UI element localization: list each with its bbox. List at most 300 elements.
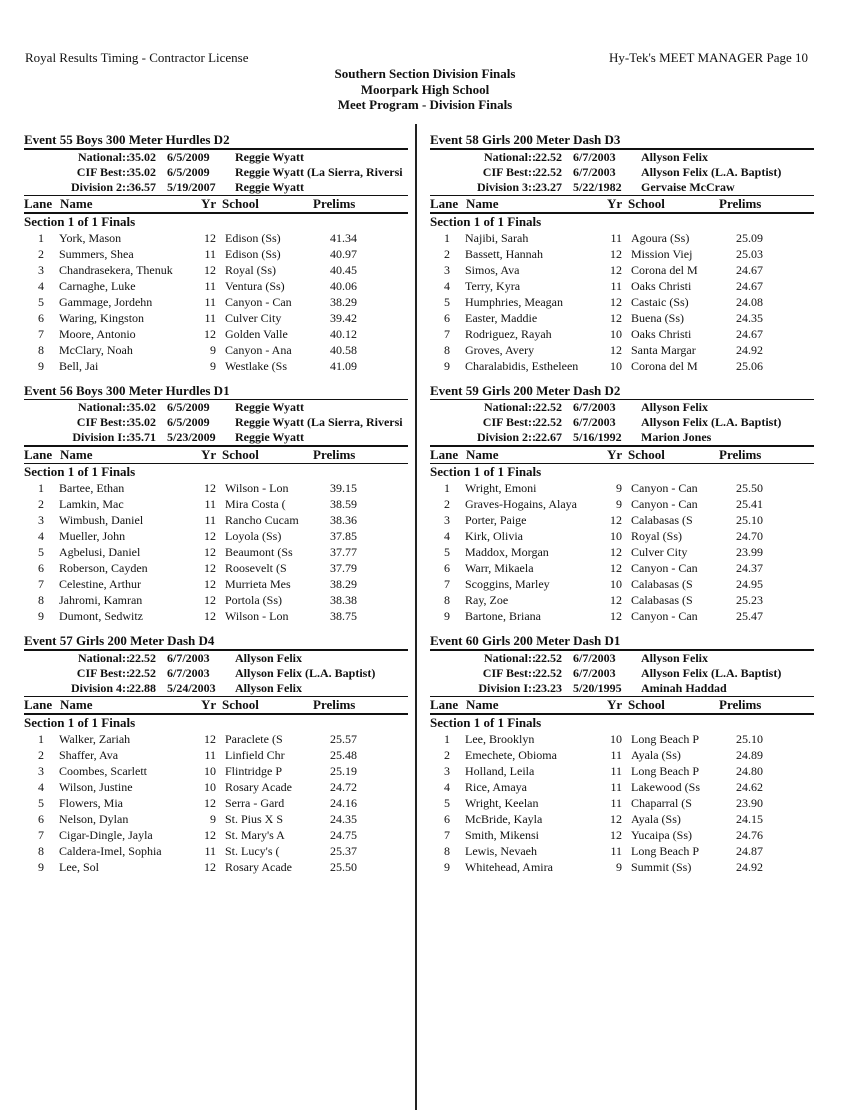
entry-row (24, 230, 408, 246)
record-row (24, 651, 408, 666)
entry-row (430, 747, 814, 763)
entry-lane: 7 (444, 326, 450, 341)
col-yr: Yr (607, 446, 623, 462)
entry-year: 11 (204, 843, 216, 858)
entry-prelims: 41.09 (330, 358, 357, 373)
entry-row (24, 246, 408, 262)
entry-name: Ray, Zoe (465, 593, 509, 607)
entry-row (24, 795, 408, 811)
entry-prelims: 24.08 (736, 294, 763, 309)
entry-year: 11 (610, 843, 622, 858)
entry-year: 12 (610, 262, 622, 277)
record-time: 22.52 (535, 665, 562, 680)
section-label: Section 1 of 1 Finals (430, 714, 542, 730)
entry-name: Coombes, Scarlett (59, 763, 147, 778)
entry-prelims: 24.62 (736, 779, 763, 794)
entry-name: Easter, Maddie (465, 310, 538, 325)
record-time: 22.52 (129, 665, 156, 680)
header-right: Hy-Tek's MEET MANAGER Page 10 (608, 50, 808, 65)
entry-school: Calabasas (S (631, 513, 693, 527)
col-name: Name (60, 196, 93, 211)
entry-year: 12 (204, 827, 216, 842)
entry-name: Flowers, Mia (59, 795, 123, 810)
entry-name: Humphries, Meagan (465, 294, 563, 309)
entry-prelims: 24.92 (736, 342, 763, 357)
entry-name: Bartone, Briana (465, 609, 541, 623)
entry-prelims: 24.75 (330, 827, 357, 842)
col-name: Name (60, 697, 93, 712)
record-row (430, 666, 814, 681)
col-yr: Yr (201, 697, 217, 712)
entry-school: Chaparral (S (631, 795, 692, 810)
entry-prelims: 25.09 (736, 230, 763, 245)
col-yr: Yr (201, 446, 217, 462)
entry-prelims: 37.85 (330, 529, 357, 543)
entry-row (24, 278, 408, 294)
record-holder: Allyson Felix (641, 650, 709, 665)
entry-row (430, 560, 814, 576)
record-holder: Reggie Wyatt (235, 400, 304, 414)
record-date: 5/23/2009 (167, 430, 216, 444)
entry-name: Shaffer, Ava (59, 747, 119, 762)
record-date: 6/5/2009 (167, 164, 210, 179)
record-row (430, 415, 814, 430)
entry-row (24, 480, 408, 496)
entry-year: 12 (204, 859, 216, 874)
entry-year: 12 (204, 529, 216, 543)
record-label: Division 3:: (476, 179, 536, 194)
record-label: National:: (78, 400, 130, 414)
record-time: 22.88 (129, 680, 156, 695)
col-name: Name (60, 446, 93, 462)
entry-lane: 9 (38, 609, 44, 623)
entry-lane: 5 (38, 294, 44, 309)
record-holder: Aminah Haddad (641, 680, 727, 695)
entry-lane: 5 (38, 795, 44, 810)
entry-name: Rodriguez, Rayah (465, 326, 552, 341)
record-row (430, 165, 814, 180)
entry-prelims: 24.95 (736, 577, 763, 591)
entry-row (430, 843, 814, 859)
record-holder: Reggie Wyatt (235, 179, 304, 194)
record-time: 22.52 (129, 650, 156, 665)
entry-row (24, 560, 408, 576)
record-label: National:: (484, 400, 536, 414)
entry-lane: 3 (38, 513, 44, 527)
entry-name: York, Mason (59, 230, 122, 245)
entry-year: 12 (610, 545, 622, 559)
col-lane: Lane (24, 697, 53, 712)
record-row (24, 415, 408, 430)
entry-name: McBride, Kayla (465, 811, 543, 826)
entry-row (430, 358, 814, 374)
entry-year: 12 (204, 593, 216, 607)
col-prelims: Prelims (719, 697, 762, 712)
record-label: CIF Best:: (482, 415, 536, 429)
entry-year: 12 (610, 609, 622, 623)
record-row (24, 430, 408, 445)
entry-year: 9 (616, 859, 622, 874)
entry-lane: 8 (38, 843, 44, 858)
entry-name: Najibi, Sarah (465, 230, 529, 245)
col-name: Name (466, 196, 499, 211)
entry-lane: 3 (38, 763, 44, 778)
entry-prelims: 25.50 (330, 859, 357, 874)
entry-year: 10 (610, 326, 622, 341)
record-holder: Allyson Felix (235, 680, 303, 695)
record-label: CIF Best:: (482, 164, 536, 179)
entry-school: Royal (Ss) (631, 529, 682, 543)
entry-row (24, 779, 408, 795)
record-date: 6/7/2003 (167, 665, 210, 680)
entry-row (24, 310, 408, 326)
entry-lane: 8 (444, 593, 450, 607)
entry-school: Summit (Ss) (631, 859, 692, 874)
entry-lane: 4 (38, 779, 44, 794)
record-label: National:: (484, 650, 536, 665)
entry-school: Wilson - Lon (225, 609, 289, 623)
entry-name: Emechete, Obioma (465, 747, 557, 762)
entry-school: Agoura (Ss) (631, 230, 690, 245)
entry-year: 12 (610, 342, 622, 357)
entry-prelims: 25.19 (330, 763, 357, 778)
entry-lane: 4 (444, 529, 450, 543)
entry-lane: 6 (444, 561, 450, 575)
entry-school: Corona del M (631, 358, 698, 373)
col-lane: Lane (24, 196, 53, 211)
entry-school: Calabasas (S (631, 577, 693, 591)
entry-year: 11 (610, 747, 622, 762)
record-row (24, 666, 408, 681)
col-prelims: Prelims (313, 697, 356, 712)
entry-name: Bassett, Hannah (465, 246, 543, 261)
section-label: Section 1 of 1 Finals (24, 464, 136, 479)
entry-year: 11 (204, 278, 216, 293)
entry-prelims: 38.59 (330, 497, 357, 511)
meet-title: Southern Section Division Finals (334, 66, 516, 81)
entry-prelims: 24.76 (736, 827, 763, 842)
record-row (24, 681, 408, 696)
event-block (430, 383, 814, 634)
left-column (24, 132, 408, 875)
col-school: School (222, 697, 259, 712)
record-label: National:: (484, 149, 536, 164)
record-holder: Reggie Wyatt (235, 430, 304, 444)
record-time: 35.02 (129, 400, 156, 414)
entry-year: 11 (610, 230, 622, 245)
entry-lane: 6 (38, 811, 44, 826)
entry-prelims: 24.72 (330, 779, 357, 794)
entry-row (430, 859, 814, 875)
column-headers (24, 697, 408, 713)
entry-row (24, 747, 408, 763)
col-name: Name (466, 446, 499, 462)
entry-prelims: 25.06 (736, 358, 763, 373)
entry-row (24, 608, 408, 624)
entry-prelims: 25.47 (736, 609, 763, 623)
entry-lane: 7 (38, 326, 44, 341)
entry-school: Rosary Acade (225, 779, 292, 794)
event-gap (430, 624, 814, 633)
entry-row (430, 827, 814, 843)
record-holder: Reggie Wyatt (La Sierra, Riversi (235, 164, 403, 179)
entry-school: Long Beach P (631, 731, 699, 746)
record-time: 22.52 (535, 650, 562, 665)
record-row (24, 165, 408, 180)
entry-lane: 6 (38, 561, 44, 575)
entry-row (24, 592, 408, 608)
record-holder: Allyson Felix (641, 400, 709, 414)
entry-year: 12 (204, 577, 216, 591)
entry-prelims: 40.45 (330, 262, 357, 277)
entry-row (430, 608, 814, 624)
record-row (24, 180, 408, 195)
entry-name: Lee, Brooklyn (465, 731, 535, 746)
entry-row (24, 544, 408, 560)
entry-name: Maddox, Morgan (465, 545, 549, 559)
record-time: 23.23 (535, 680, 562, 695)
entry-year: 12 (204, 561, 216, 575)
entry-year: 11 (610, 779, 622, 794)
entry-prelims: 24.67 (736, 278, 763, 293)
record-row (430, 180, 814, 195)
entry-lane: 5 (444, 795, 450, 810)
entry-prelims: 24.67 (736, 326, 763, 341)
event-title: Event 59 Girls 200 Meter Dash D2 (430, 382, 621, 398)
entry-row (24, 294, 408, 310)
entry-prelims: 24.92 (736, 859, 763, 874)
entry-year: 12 (204, 262, 216, 277)
entry-school: Castaic (Ss) (631, 294, 689, 309)
entry-prelims: 41.34 (330, 230, 357, 245)
entry-school: Canyon - Can (631, 497, 698, 511)
event-title: Event 60 Girls 200 Meter Dash D1 (430, 633, 621, 648)
entry-name: Warr, Mikaela (465, 561, 534, 575)
entry-lane: 4 (444, 779, 450, 794)
record-time: 35.02 (129, 415, 156, 429)
entry-year: 11 (204, 246, 216, 261)
entry-row (24, 512, 408, 528)
entry-name: Agbelusi, Daniel (59, 545, 141, 559)
event-gap (430, 374, 814, 383)
entry-prelims: 24.16 (330, 795, 357, 810)
entry-name: Rice, Amaya (465, 779, 527, 794)
entry-school: Canyon - Can (631, 561, 698, 575)
entry-name: Walker, Zariah (59, 731, 131, 746)
entry-lane: 1 (38, 481, 44, 495)
venue-title: Moorpark High School (360, 81, 490, 97)
entry-name: Holland, Leila (465, 763, 535, 778)
record-date: 5/16/1992 (573, 430, 622, 444)
entry-name: Dumont, Sedwitz (59, 609, 143, 623)
entry-school: Canyon - Can (631, 609, 698, 623)
entry-row (24, 576, 408, 592)
record-date: 6/7/2003 (573, 149, 616, 164)
entry-row (430, 512, 814, 528)
entry-year: 12 (610, 246, 622, 261)
entry-prelims: 40.58 (330, 342, 357, 357)
entry-lane: 9 (38, 358, 44, 373)
column-headers (430, 447, 814, 463)
col-prelims: Prelims (719, 196, 762, 211)
entry-lane: 1 (444, 731, 450, 746)
record-row (430, 651, 814, 666)
entry-prelims: 24.35 (736, 310, 763, 325)
entry-name: Smith, Mikensi (465, 827, 540, 842)
entry-prelims: 40.06 (330, 278, 357, 293)
entry-school: Edison (Ss) (225, 230, 281, 245)
record-holder: Allyson Felix (L.A. Baptist) (235, 665, 376, 680)
entry-school: Mira Costa ( (225, 497, 286, 511)
record-date: 5/22/1982 (573, 179, 622, 194)
entry-name: Terry, Kyra (465, 278, 521, 293)
entry-year: 10 (204, 763, 216, 778)
entry-lane: 6 (444, 811, 450, 826)
event-title: Event 55 Boys 300 Meter Hurdles D2 (24, 132, 230, 147)
entry-lane: 9 (444, 609, 450, 623)
col-lane: Lane (430, 196, 459, 211)
entry-name: Nelson, Dylan (59, 811, 129, 826)
entry-school: Serra - Gard (225, 795, 285, 810)
event-block (24, 633, 408, 875)
entry-school: Ventura (Ss) (225, 278, 285, 293)
entry-prelims: 23.90 (736, 795, 763, 810)
entry-prelims: 24.89 (736, 747, 763, 762)
entry-row (430, 763, 814, 779)
record-label: Division I:: (478, 680, 536, 695)
entry-prelims: 25.41 (736, 497, 763, 511)
entry-lane: 1 (38, 230, 44, 245)
entry-prelims: 24.35 (330, 811, 357, 826)
entry-lane: 7 (444, 827, 450, 842)
record-time: 36.57 (129, 179, 156, 194)
event-gap (24, 374, 408, 383)
entry-row (430, 262, 814, 278)
entry-year: 12 (204, 545, 216, 559)
col-yr: Yr (607, 697, 623, 712)
entry-prelims: 24.37 (736, 561, 763, 575)
entry-lane: 7 (38, 827, 44, 842)
entry-lane: 3 (38, 262, 44, 277)
column-divider (415, 124, 417, 1110)
entry-lane: 1 (444, 230, 450, 245)
entry-row (430, 278, 814, 294)
entry-prelims: 25.50 (736, 481, 763, 495)
col-school: School (628, 446, 665, 462)
record-row (24, 400, 408, 415)
entry-lane: 5 (444, 545, 450, 559)
col-prelims: Prelims (313, 196, 356, 211)
entry-lane: 2 (38, 246, 44, 261)
record-holder: Gervaise McCraw (641, 179, 735, 194)
column-headers (430, 697, 814, 713)
entry-row (24, 811, 408, 827)
entry-school: Ayala (Ss) (631, 747, 681, 762)
entry-prelims: 25.10 (736, 731, 763, 746)
col-yr: Yr (201, 196, 217, 211)
entry-name: Chandrasekera, Thenuk (59, 262, 173, 277)
entry-name: Charalabidis, Estheleen (465, 358, 579, 373)
entry-row (430, 480, 814, 496)
entry-row (24, 342, 408, 358)
record-holder: Reggie Wyatt (235, 149, 304, 164)
entry-name: Summers, Shea (59, 246, 134, 261)
entry-lane: 5 (38, 545, 44, 559)
section-label: Section 1 of 1 Finals (24, 714, 136, 730)
entry-lane: 2 (38, 747, 44, 762)
entry-school: Rancho Cucam (225, 513, 299, 527)
entry-row (24, 731, 408, 747)
entry-school: Rosary Acade (225, 859, 292, 874)
entry-school: Canyon - Ana (225, 342, 292, 357)
entry-year: 10 (610, 529, 622, 543)
entry-lane: 6 (444, 310, 450, 325)
column-headers (24, 447, 408, 463)
entry-school: Wilson - Lon (225, 481, 289, 495)
record-holder: Allyson Felix (641, 149, 709, 164)
entry-year: 10 (610, 577, 622, 591)
entry-name: Wright, Emoni (465, 481, 537, 495)
col-name: Name (466, 697, 499, 712)
entry-prelims: 24.87 (736, 843, 763, 858)
entry-year: 12 (610, 310, 622, 325)
col-school: School (222, 196, 259, 211)
entry-row (24, 326, 408, 342)
entry-name: Carnaghe, Luke (59, 278, 136, 293)
entry-prelims: 40.97 (330, 246, 357, 261)
section-label: Section 1 of 1 Finals (24, 213, 136, 229)
entry-name: Cigar-Dingle, Jayla (59, 827, 153, 842)
entry-year: 11 (204, 513, 216, 527)
event-title: Event 56 Boys 300 Meter Hurdles D1 (24, 382, 230, 398)
entry-name: Gammage, Jordehn (59, 294, 153, 309)
entry-lane: 8 (38, 593, 44, 607)
entry-row (24, 496, 408, 512)
entry-year: 12 (610, 561, 622, 575)
col-prelims: Prelims (313, 446, 356, 462)
entry-year: 12 (610, 593, 622, 607)
entry-name: Lee, Sol (59, 859, 99, 874)
record-date: 6/7/2003 (573, 415, 616, 429)
entry-lane: 7 (38, 577, 44, 591)
entry-name: Caldera-Imel, Sophia (59, 843, 162, 858)
entry-row (24, 528, 408, 544)
entry-school: Mission Viej (631, 246, 693, 261)
entry-prelims: 25.03 (736, 246, 763, 261)
entry-year: 11 (204, 310, 216, 325)
entry-school: Long Beach P (631, 843, 699, 858)
entry-lane: 7 (444, 577, 450, 591)
col-yr: Yr (607, 196, 623, 211)
event-title: Event 57 Girls 200 Meter Dash D4 (24, 633, 215, 648)
event-block (24, 383, 408, 634)
entry-year: 9 (210, 342, 216, 357)
col-lane: Lane (430, 446, 459, 462)
entry-lane: 2 (444, 246, 450, 261)
entry-prelims: 37.79 (330, 561, 357, 575)
entry-lane: 4 (38, 278, 44, 293)
entry-school: Portola (Ss) (225, 593, 282, 607)
page-titles (0, 66, 850, 113)
entry-year: 12 (610, 827, 622, 842)
record-time: 22.67 (535, 430, 562, 444)
record-date: 5/19/2007 (167, 179, 216, 194)
entry-year: 11 (610, 278, 622, 293)
entry-school: Roosevelt (S (225, 561, 287, 575)
entry-school: Corona del M (631, 262, 698, 277)
entry-row (430, 528, 814, 544)
entry-name: Lewis, Nevaeh (465, 843, 537, 858)
